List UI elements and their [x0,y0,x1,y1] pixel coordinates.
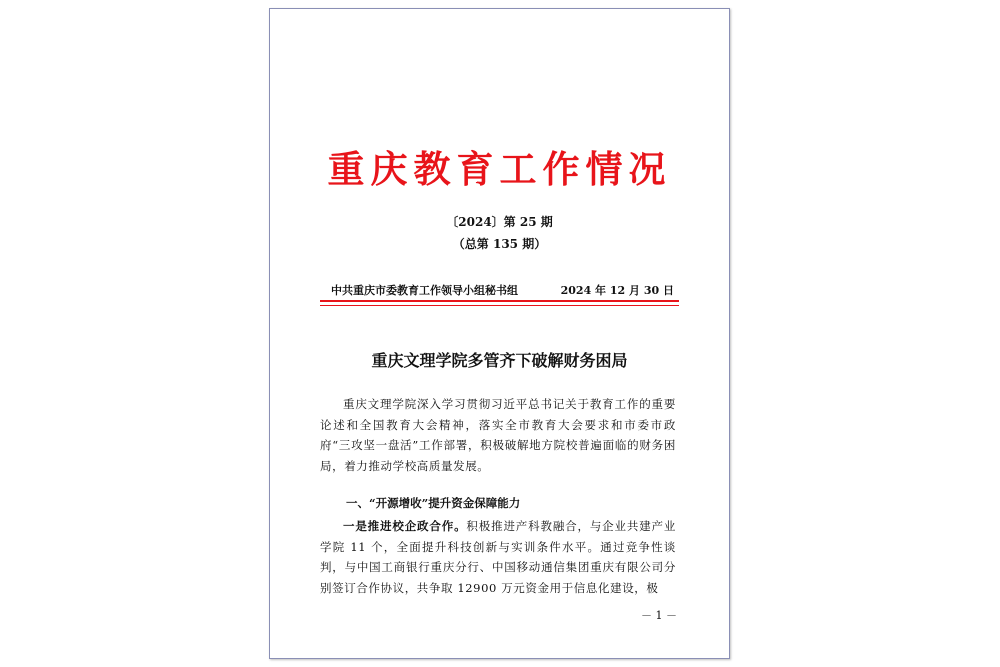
paragraph-intro: 重庆文理学院深入学习贯彻习近平总书记关于教育工作的重要论述和全国教育大会精神，落实全市教育大会要求和市委市政府“三攻坚一盘活”工作部署，积极破解地方院校普遍面临的财务困局，着力推动学校高质量发展。 [320,397,676,473]
paragraph-2 [320,516,676,598]
page-number: － 1 － [641,609,677,622]
issue-number: 〔2024〕第 25 期 [446,215,553,229]
document-page [269,8,730,659]
red-rule-thin [320,305,679,306]
paragraph-2-lead: 一是推进校企政合作。 [343,519,467,533]
article-title: 重庆文理学院多管齐下破解财务困局 [371,351,628,370]
issue-date: 2024 年 12 月 30 日 [560,284,674,297]
issuer-line [331,282,674,298]
issuer: 中共重庆市委教育工作领导小组秘书组 [331,284,518,297]
paragraph-2-body: 积极推进产科教融合，与企业共建产业学院 11 个，全面提升科技创新与实训条件水平。通过竞争性谈判，与中国工商银行重庆分行、中国移动通信集团重庆有限公司分别签订合作协议，共争取 12900 万元资金用于信息化建设，极 [320,519,676,595]
total-issue-number: （总第 135 期） [452,237,547,251]
section-heading-1: 一、“开源增收”提升资金保障能力 [346,496,521,510]
red-rule-thick [320,300,679,302]
masthead-title: 重庆教育工作情况 [327,147,672,191]
